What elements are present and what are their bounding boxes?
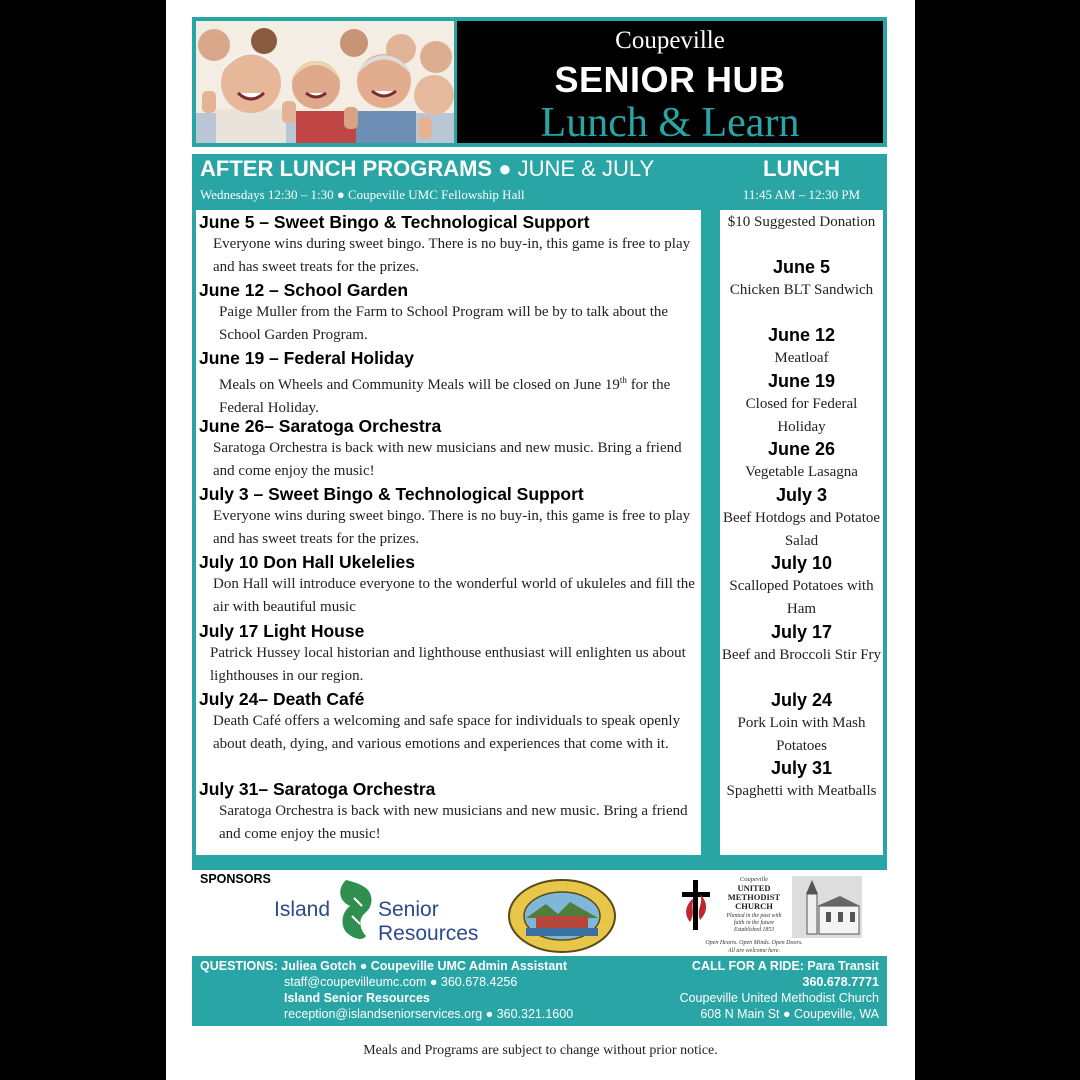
lunch-item <box>720 256 883 302</box>
lunch-item <box>720 324 883 370</box>
seniors-photo <box>196 21 454 143</box>
lunch-meal: Scalloped Potatoes with Ham <box>729 578 874 617</box>
church-name-line: METHODIST <box>727 892 781 902</box>
cross-and-flame-icon <box>680 880 714 930</box>
title-coupeville: Coupeville <box>615 27 725 54</box>
programs-heading-months: JUNE & JULY <box>517 156 655 181</box>
program-title: June 5 – Sweet Bingo & Technological Support <box>199 212 590 232</box>
program-item <box>199 620 699 687</box>
lunch-date: June 19 <box>767 371 836 391</box>
lunch-item <box>720 484 883 552</box>
lunch-item <box>720 438 883 484</box>
title-senior-hub: SENIOR HUB <box>554 59 786 100</box>
church-name-line: CHURCH <box>735 901 773 911</box>
program-description: Don Hall will introduce everyone to the wonderful world of ukuleles and fill the air with beautiful music <box>213 576 695 615</box>
church-motto <box>680 939 828 955</box>
programs-heading-bold: AFTER LUNCH PROGRAMS <box>200 156 493 181</box>
lunch-time: 11:45 AM – 12:30 PM <box>742 187 861 202</box>
program-title: June 12 – School Garden <box>199 280 409 300</box>
questions-contact: QUESTIONS: Juliea Gotch ● Coupeville UMC Admin Assistant <box>200 959 568 973</box>
bottom-band <box>192 856 887 870</box>
lunch-meal: Chicken BLT Sandwich <box>729 282 874 298</box>
program-item <box>199 688 699 755</box>
staff-email-phone: staff@coupevilleumc.com ● 360.678.4256 <box>284 975 518 989</box>
lunch-meal: Meatloaf <box>774 350 829 366</box>
program-description: Patrick Hussey local historian and lighthouse enthusiast will enlighten us about lighthouses in our region. <box>210 645 686 684</box>
lunch-date: July 3 <box>775 485 828 505</box>
suggested-donation: $10 Suggested Donation <box>727 214 876 230</box>
program-item <box>199 279 699 346</box>
program-title: June 26– Saratoga Orchestra <box>199 416 442 436</box>
title-lunch-learn: Lunch & Learn <box>540 100 800 146</box>
church-motto-line: All are welcome here. <box>727 948 781 954</box>
lunch-meal: Beef and Broccoli Stir Fry <box>721 647 882 663</box>
lunch-date: July 10 <box>770 553 833 573</box>
program-item <box>199 347 699 419</box>
programs-subheading: Wednesdays 12:30 – 1:30 ● Coupeville UMC Fellowship Hall <box>200 187 525 202</box>
seniors-photo-illustration <box>196 21 454 143</box>
program-title: June 19 – Federal Holiday <box>199 348 414 368</box>
lunch-meal: Spaghetti with Meatballs <box>726 783 877 799</box>
programs-heading <box>200 156 654 182</box>
program-description <box>199 369 689 419</box>
program-item <box>199 415 699 482</box>
lunch-date: June 12 <box>767 325 836 345</box>
church-building-icon <box>792 876 862 938</box>
church-address: 608 N Main St ● Coupeville, WA <box>700 1007 879 1021</box>
church-tagline <box>716 913 792 934</box>
lunch-date: July 17 <box>770 622 833 642</box>
sponsors-label: SPONSORS <box>200 872 271 886</box>
lunch-item <box>720 689 883 757</box>
program-description: Everyone wins during sweet bingo. There is no buy-in, this game is free to play and has sweet treats for the prizes. <box>213 236 691 275</box>
lunch-meal: Beef Hotdogs and Potatoe Salad <box>722 510 881 549</box>
program-description: Saratoga Orchestra is back with new musicians and new music. Bring a friend and come enjoy the music! <box>213 440 682 479</box>
lunch-date: July 24 <box>770 690 833 710</box>
church-name-line: UNITED <box>737 883 771 893</box>
lunch-meal: Pork Loin with Mash Potatoes <box>737 715 866 754</box>
program-item <box>199 483 699 550</box>
program-title: July 31– Saratoga Orchestra <box>199 779 436 799</box>
flyer-page <box>166 0 915 1080</box>
program-item <box>199 778 699 845</box>
change-notice: Meals and Programs are subject to change without prior notice. <box>363 1043 718 1058</box>
isr-name: Island Senior Resources <box>284 991 430 1005</box>
island-senior-resources-logo <box>274 876 494 948</box>
program-description: Death Café offers a welcoming and safe space for individuals to speak openly about death, dying, and various emotions and experiences that come with it. <box>213 713 681 752</box>
isr-word-senior: Senior <box>378 898 439 921</box>
isr-word-resources: Resources <box>378 922 479 945</box>
lunch-item <box>720 621 883 667</box>
lunch-heading: LUNCH <box>763 156 840 181</box>
ride-phone: 360.678.7771 <box>802 975 879 989</box>
program-title: July 24– Death Café <box>199 689 365 709</box>
program-title: July 10 Don Hall Ukelelies <box>199 552 415 572</box>
church-name-footer: Coupeville United Methodist Church <box>679 991 879 1005</box>
contact-footer <box>192 956 887 1026</box>
lunch-date: July 31 <box>770 758 833 778</box>
church-name <box>716 884 792 911</box>
church-tagline-line: Planted in the past with <box>726 913 782 919</box>
lunch-meal: Closed for Federal Holiday <box>745 396 858 435</box>
program-description: Paige Muller from the Farm to School Program will be by to talk about the School Garden Program. <box>219 304 669 343</box>
church-small-name: Coupeville <box>739 876 769 883</box>
lunch-item <box>720 757 883 803</box>
program-description-sup: th <box>619 375 627 385</box>
title-box <box>457 21 883 146</box>
program-description-text-end: for the Federal Holiday. <box>219 377 671 416</box>
program-title: July 17 Light House <box>199 621 365 641</box>
programs-heading-bullet: ● <box>498 156 512 181</box>
church-motto-line: Open Hearts. Open Minds. Open Doors. <box>705 940 803 946</box>
program-item <box>199 551 699 618</box>
church-tagline-line: faith in the future <box>733 920 775 926</box>
program-title: July 3 – Sweet Bingo & Technological Support <box>199 484 584 504</box>
coupeville-umc-logo <box>680 876 865 956</box>
lunch-date: June 26 <box>767 439 836 459</box>
ride-title: CALL FOR A RIDE: Para Transit <box>691 959 879 973</box>
program-description: Saratoga Orchestra is back with new musicians and new music. Bring a friend and come enjoy the music! <box>219 803 688 842</box>
town-of-coupeville-seal <box>506 878 618 954</box>
church-tagline-line: Established 1853 <box>733 927 775 933</box>
town-seal-icon <box>506 878 618 954</box>
program-description: Everyone wins during sweet bingo. There is no buy-in, this game is free to play and has sweet treats for the prizes. <box>213 508 691 547</box>
lunch-item <box>720 370 883 438</box>
program-description-text: Meals on Wheels and Community Meals will be closed on June 19 <box>219 377 620 393</box>
lunch-meal: Vegetable Lasagna <box>745 464 858 480</box>
program-item <box>199 211 699 278</box>
isr-word-island: Island <box>274 898 331 921</box>
isr-email-phone: reception@islandseniorservices.org ● 360.321.1600 <box>284 1007 574 1021</box>
lunch-date: June 5 <box>772 257 831 277</box>
lunch-item <box>720 552 883 620</box>
